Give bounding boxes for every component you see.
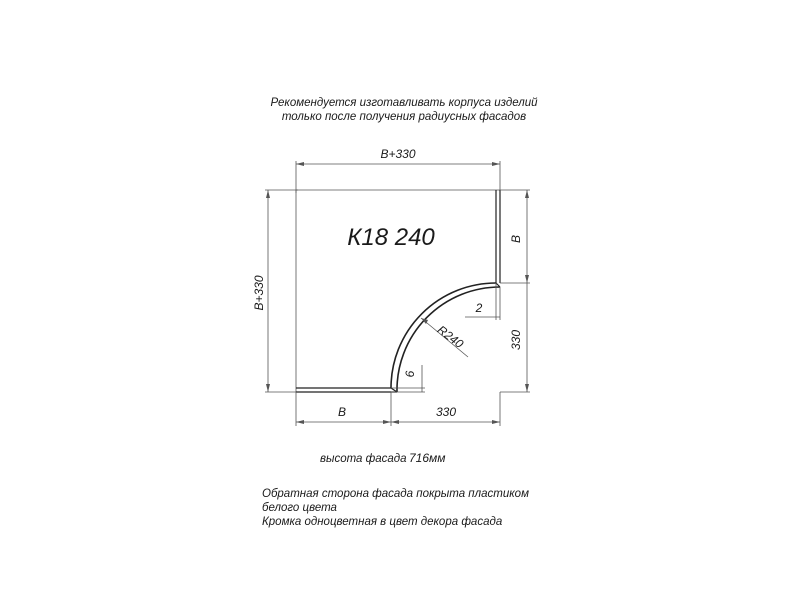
note-top-line2: только после получения радиусных фасадов bbox=[281, 111, 527, 123]
dim-thickness-2-label: 2 bbox=[475, 301, 483, 315]
height-label: высота фасада bbox=[320, 453, 407, 465]
note-bottom-line3: Кромка одноцветная в цвет декора фасада bbox=[262, 516, 503, 528]
dim-bottom-b-label: B bbox=[337, 405, 347, 419]
part-outline bbox=[296, 190, 500, 392]
model-label: К18 240 bbox=[347, 224, 435, 251]
dimension-right-b bbox=[500, 190, 530, 283]
dim-top-width-label: B+330 bbox=[380, 147, 416, 161]
dim-radius-label: R240 bbox=[434, 322, 467, 352]
dim-left-height-label: B+330 bbox=[252, 275, 266, 311]
note-bottom-line2: белого цвета bbox=[262, 502, 337, 514]
note-top-line1: Рекомендуется изготавливать корпуса изделий bbox=[270, 97, 538, 109]
dim-thickness-6-label: 6 bbox=[403, 370, 417, 378]
dimension-left-height bbox=[252, 190, 298, 392]
dimension-bottom bbox=[296, 392, 500, 426]
dim-right-b-label: B bbox=[509, 234, 523, 244]
height-value: 716мм bbox=[409, 451, 446, 465]
dimension-right-330 bbox=[500, 283, 530, 392]
note-bottom-line1: Обратная сторона фасада покрыта пластиком bbox=[262, 488, 529, 500]
dim-bottom-330-label: 330 bbox=[435, 405, 457, 419]
dim-right-330-label: 330 bbox=[509, 329, 523, 351]
dimension-top-width bbox=[296, 147, 500, 193]
dimension-thickness-6 bbox=[391, 365, 425, 392]
dimension-radius bbox=[421, 318, 468, 357]
